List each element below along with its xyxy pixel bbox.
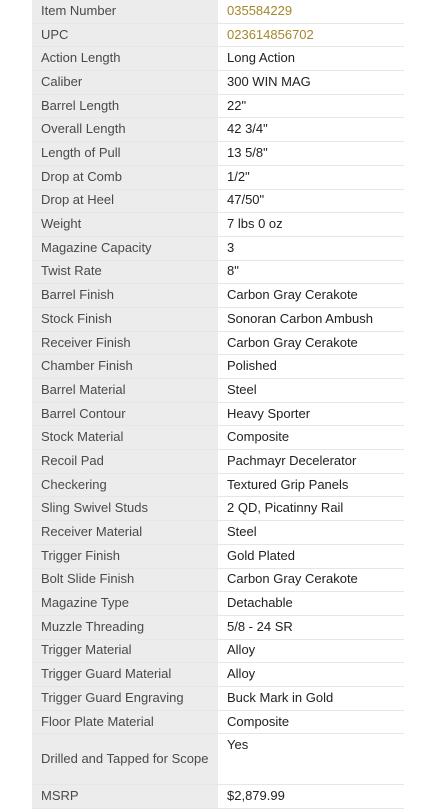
- spec-row-barrel-material: [32, 379, 404, 403]
- specifications-table: [32, 0, 404, 809]
- spec-label: Receiver Material: [32, 521, 218, 545]
- spec-value: 1/2": [218, 165, 404, 189]
- spec-value: 7 lbs 0 oz: [218, 213, 404, 237]
- spec-row-trigger-guard-engraving: [32, 686, 404, 710]
- spec-value: 22": [218, 94, 404, 118]
- spec-row-checkering: [32, 473, 404, 497]
- spec-row-trigger-material: [32, 639, 404, 663]
- spec-label: Barrel Contour: [32, 402, 218, 426]
- spec-label: Drop at Heel: [32, 189, 218, 213]
- spec-label: Muzzle Threading: [32, 615, 218, 639]
- spec-label: Sling Swivel Studs: [32, 497, 218, 521]
- spec-label: Trigger Material: [32, 639, 218, 663]
- spec-row-barrel-finish: [32, 284, 404, 308]
- msrp-value: $2,879.99: [218, 785, 404, 809]
- spec-label: Trigger Finish: [32, 544, 218, 568]
- spec-label: Twist Rate: [32, 260, 218, 284]
- spec-row-muzzle-threading: [32, 615, 404, 639]
- spec-value: Steel: [218, 379, 404, 403]
- upc-link[interactable]: 023614856702: [218, 23, 404, 47]
- spec-row-drilled-and-tapped: [32, 734, 404, 785]
- spec-value: Heavy Sporter: [218, 402, 404, 426]
- item-number-link[interactable]: 035584229: [218, 0, 404, 23]
- spec-row-length-of-pull: [32, 142, 404, 166]
- spec-row-barrel-contour: [32, 402, 404, 426]
- spec-row-overall-length: [32, 118, 404, 142]
- spec-value: 5/8 - 24 SR: [218, 615, 404, 639]
- spec-label: MSRP: [32, 785, 218, 809]
- spec-row-drop-at-comb: [32, 165, 404, 189]
- spec-row-receiver-material: [32, 521, 404, 545]
- spec-label: Overall Length: [32, 118, 218, 142]
- spec-label: Length of Pull: [32, 142, 218, 166]
- spec-value: Long Action: [218, 47, 404, 71]
- spec-row-sling-swivel-studs: [32, 497, 404, 521]
- spec-value: Textured Grip Panels: [218, 473, 404, 497]
- spec-value: 13 5/8": [218, 142, 404, 166]
- spec-label: Barrel Length: [32, 94, 218, 118]
- spec-label: UPC: [32, 23, 218, 47]
- spec-label: Caliber: [32, 71, 218, 95]
- spec-value: Carbon Gray Cerakote: [218, 284, 404, 308]
- spec-value: Yes: [218, 734, 404, 785]
- spec-label: Trigger Guard Material: [32, 663, 218, 687]
- spec-label: Floor Plate Material: [32, 710, 218, 734]
- spec-label: Barrel Finish: [32, 284, 218, 308]
- spec-label: Stock Finish: [32, 307, 218, 331]
- spec-value: Steel: [218, 521, 404, 545]
- spec-value: Composite: [218, 710, 404, 734]
- spec-value: Polished: [218, 355, 404, 379]
- spec-value: Composite: [218, 426, 404, 450]
- spec-value: Buck Mark in Gold: [218, 686, 404, 710]
- spec-label: Drilled and Tapped for Scope: [32, 734, 218, 785]
- spec-row-recoil-pad: [32, 450, 404, 474]
- spec-label: Barrel Material: [32, 379, 218, 403]
- spec-label: Weight: [32, 213, 218, 237]
- spec-value: Detachable: [218, 592, 404, 616]
- spec-label: Recoil Pad: [32, 450, 218, 474]
- spec-value: Carbon Gray Cerakote: [218, 331, 404, 355]
- spec-row-receiver-finish: [32, 331, 404, 355]
- spec-value: 8": [218, 260, 404, 284]
- spec-value: Carbon Gray Cerakote: [218, 568, 404, 592]
- spec-row-msrp: [32, 785, 404, 809]
- spec-value: 47/50": [218, 189, 404, 213]
- spec-row-twist-rate: [32, 260, 404, 284]
- spec-value: Pachmayr Decelerator: [218, 450, 404, 474]
- spec-value: 3: [218, 236, 404, 260]
- spec-label: Magazine Type: [32, 592, 218, 616]
- spec-row-chamber-finish: [32, 355, 404, 379]
- spec-row-magazine-capacity: [32, 236, 404, 260]
- spec-label: Bolt Slide Finish: [32, 568, 218, 592]
- spec-row-magazine-type: [32, 592, 404, 616]
- spec-value: Alloy: [218, 639, 404, 663]
- spec-value: 2 QD, Picatinny Rail: [218, 497, 404, 521]
- spec-row-stock-finish: [32, 307, 404, 331]
- spec-label: Checkering: [32, 473, 218, 497]
- spec-label: Drop at Comb: [32, 165, 218, 189]
- spec-label: Action Length: [32, 47, 218, 71]
- spec-value: Alloy: [218, 663, 404, 687]
- spec-label: Item Number: [32, 0, 218, 23]
- spec-row-weight: [32, 213, 404, 237]
- spec-row-barrel-length: [32, 94, 404, 118]
- spec-row-caliber: [32, 71, 404, 95]
- spec-value: Gold Plated: [218, 544, 404, 568]
- spec-row-trigger-finish: [32, 544, 404, 568]
- spec-row-bolt-slide-finish: [32, 568, 404, 592]
- spec-row-action-length: [32, 47, 404, 71]
- spec-label: Trigger Guard Engraving: [32, 686, 218, 710]
- spec-value: 300 WIN MAG: [218, 71, 404, 95]
- spec-row-item-number: [32, 0, 404, 23]
- spec-value: 42 3/4": [218, 118, 404, 142]
- spec-label: Stock Material: [32, 426, 218, 450]
- spec-row-floor-plate-material: [32, 710, 404, 734]
- spec-value: Sonoran Carbon Ambush: [218, 307, 404, 331]
- spec-row-stock-material: [32, 426, 404, 450]
- spec-row-trigger-guard-material: [32, 663, 404, 687]
- spec-row-upc: [32, 23, 404, 47]
- spec-row-drop-at-heel: [32, 189, 404, 213]
- spec-label: Receiver Finish: [32, 331, 218, 355]
- spec-label: Magazine Capacity: [32, 236, 218, 260]
- spec-label: Chamber Finish: [32, 355, 218, 379]
